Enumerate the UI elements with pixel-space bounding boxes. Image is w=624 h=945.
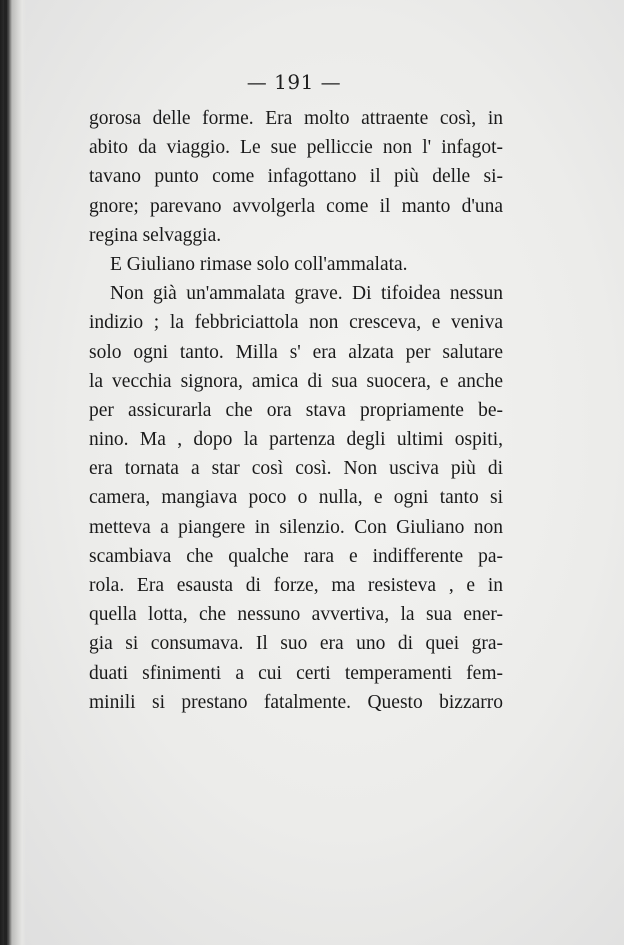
- text-line: camera, mangiava poco o nulla, e ogni tanto si: [89, 487, 503, 509]
- text-line: duati sfinimenti a cui certi temperamenti fem-: [89, 662, 503, 684]
- text-line: regina selvaggia.: [89, 224, 222, 246]
- text-line: quella lotta, che nessuno avvertiva, la sua ener-: [89, 604, 503, 626]
- text-line: rola. Era esausta di forze, ma resisteva , e in: [89, 575, 503, 596]
- text-line: gia si consumava. Il suo era uno di quei gra-: [89, 633, 503, 655]
- text-line: era tornata a star così così. Non usciva più di: [89, 458, 503, 480]
- book-binding-edge: [0, 0, 26, 945]
- text-line: tavano punto come infagottano il più delle si-: [89, 166, 503, 188]
- text-line: Non già un'ammalata grave. Di tifoidea nessun: [110, 283, 503, 305]
- text-line: gnore; parevano avvolgerla come il manto d'una: [89, 195, 503, 217]
- binding-shadow: [4, 0, 7, 945]
- text-line: minili si prestano fatalmente. Questo bizzarro: [89, 691, 503, 713]
- page-number: — 191 —: [246, 70, 342, 94]
- text-line: E Giuliano rimase solo coll'ammalata.: [110, 253, 408, 275]
- text-line: gorosa delle forme. Era molto attraente così, in: [89, 108, 503, 129]
- text-line: la vecchia signora, amica di sua suocera, e anche: [89, 370, 503, 392]
- text-line: scambiava che qualche rara e indifferente pa-: [89, 545, 503, 567]
- text-line: solo ogni tanto. Milla s' era alzata per salutare: [89, 341, 503, 363]
- text-line: metteva a piangere in silenzio. Con Giuliano non: [89, 516, 503, 538]
- text-line: abito da viaggio. Le sue pelliccie non l' infagot-: [89, 137, 503, 159]
- body-text: [89, 104, 503, 717]
- text-line: nino. Ma , dopo la partenza degli ultimi ospiti,: [89, 429, 503, 451]
- text-line: per assicurarla che ora stava propriamente be-: [89, 399, 503, 421]
- text-line: indizio ; la febbriciattola non cresceva, e veniva: [89, 312, 503, 334]
